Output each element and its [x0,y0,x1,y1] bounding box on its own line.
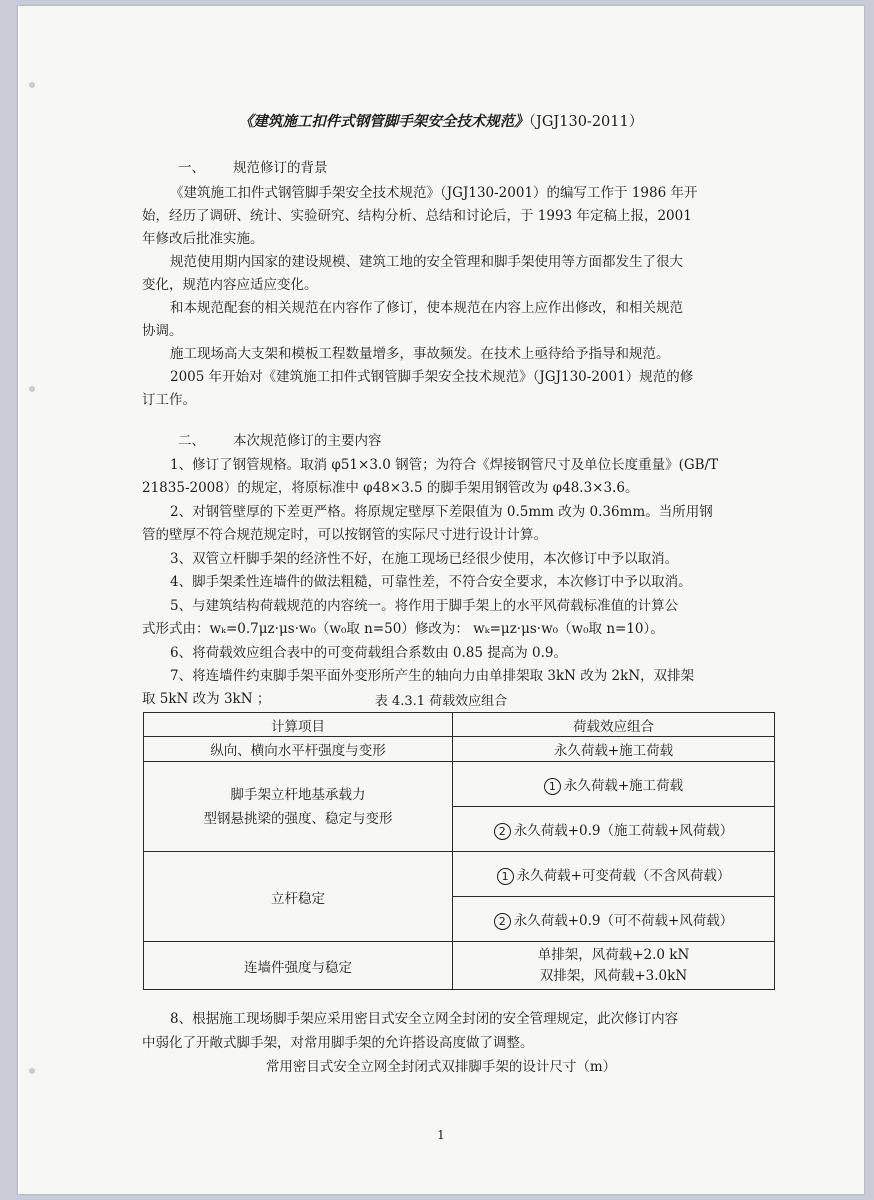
circled-number: 2 [494,913,511,930]
section1-line: 施工现场高大支架和模板工程数量增多，事故频发。在技术上亟待给予指导和规范。 [170,346,670,362]
document-title [18,110,864,131]
table-cell: 立杆稳定 [144,852,453,942]
table-cell-text: 永久荷载+可变荷载（不含风荷载） [516,867,731,884]
table-row [144,942,775,990]
table-header-row [144,713,775,737]
circled-number: 1 [544,778,561,795]
table-cell-text: 永久荷载+施工荷载 [563,777,684,794]
section1-heading [178,158,328,178]
table-cell [453,852,775,897]
section2-line: 4、脚手架柔性连墙件的做法粗糙，可靠性差，不符合安全要求，本次修订中予以取消。 [170,574,692,590]
section2-line: 取 5kN 改为 3kN ； [142,691,271,707]
table-header-cell: 荷载效应组合 [453,713,775,737]
circled-number: 1 [497,868,514,885]
paragraph-line: 8、根据施工现场脚手架应采用密目式安全立网全封闭的安全管理规定，此次修订内容 [170,1011,679,1027]
section1-line: 和本规范配套的相关规范在内容作了修订，使本规范在内容上应作出修改，和相关规范 [170,300,683,316]
section1-line: 协调。 [142,323,183,339]
section2-line: 7、将连墙件约束脚手架平面外变形所产生的轴向力由单排架取 3kN 改为 2kN，双排架 [170,668,695,684]
section2-line: 管的壁厚不符合规范规定时，可以按钢管的实际尺寸进行设计计算。 [142,527,547,543]
table-cell-text: 永久荷载+0.9（施工荷载+风荷载） [513,822,734,839]
table-cell-line: 脚手架立杆地基承载力 [230,786,366,803]
section2-line: 21835-2008）的规定，将原标准中 φ48×3.5 的脚手架用钢管改为 φ48.3×3.6。 [142,480,639,496]
table-caption: 表 4.3.1 荷载效应组合 [374,694,508,709]
table-row [144,737,775,762]
section1-line: 2005 年开始对《建筑施工扣件式钢管脚手架安全技术规范》（JGJ130-2001）规范的修 [170,369,694,385]
table-cell: 连墙件强度与稳定 [144,942,453,990]
title-code: （JGJ130-2011） [528,114,644,130]
section1-line: 《建筑施工扣件式钢管脚手架安全技术规范》（JGJ130-2001）的编写工作于 1986 年开 [170,185,698,201]
table-cell: 永久荷载+施工荷载 [453,737,775,762]
document-page [18,6,864,1194]
section2-line: 5、与建筑结构荷载规范的内容统一。将作用于脚手架上的水平风荷载标准值的计算公 [170,598,679,614]
table-cell: 纵向、横向水平杆强度与变形 [144,737,453,762]
punch-hole [29,82,35,88]
section2-line: 2、对钢管壁厚的下差更严格。将原规定壁厚下差限值为 0.5mm 改为 0.36mm。当所用钢 [170,504,713,520]
section1-heading-num: 一、 [178,160,205,176]
table-cell [453,942,775,990]
table-row [144,852,775,897]
table-cell-text: 永久荷载+0.9（可不荷载+风荷载） [513,912,734,929]
load-combination-table [143,712,775,990]
section2-heading-text: 本次规范修订的主要内容 [233,433,382,449]
section2-line: 6、将荷载效应组合表中的可变荷载组合系数由 0.85 提高为 0.9。 [170,645,567,661]
table-cell-line: 单排架，风荷载+2.0 kN [537,946,690,963]
table-cell [453,762,775,807]
section1-line: 变化，规范内容应适应变化。 [142,277,318,293]
section1-line: 年修改后批准实施。 [142,231,264,247]
section2-line: 3、双管立杆脚手架的经济性不好，在施工现场已经很少使用，本次修订中予以取消。 [170,551,679,567]
table-cell [453,897,775,942]
section2-line: 1、修订了钢管规格。取消 φ51×3.0 钢管；为符合《焊接钢管尺寸及单位长度重量》(GB/T [170,457,719,473]
table-cell-line: 双排架，风荷载+3.0kN [539,967,688,984]
section1-line: 规范使用期内国家的建设规模、建筑工地的安全管理和脚手架使用等方面都发生了很大 [170,254,683,270]
section2-heading-num: 二、 [178,433,205,449]
section1-line: 始，经历了调研、统计、实验研究、结构分析、总结和讨论后，于 1993 年定稿上报，2001 [142,208,692,224]
section1-line: 订工作。 [142,392,196,408]
table-caption: 常用密目式安全立网全封闭式双排脚手架的设计尺寸（m） [265,1059,617,1075]
table-row [144,762,775,807]
page-number: 1 [437,1128,445,1142]
table-cell [144,762,453,852]
table-cell [453,807,775,852]
table-header-cell: 计算项目 [144,713,453,737]
table-cell-line: 型钢悬挑梁的强度、稳定与变形 [203,810,393,827]
title-main: 《建筑施工扣件式钢管脚手架安全技术规范》 [238,113,529,130]
paragraph-line: 中弱化了开敞式脚手架，对常用脚手架的允许搭设高度做了调整。 [142,1035,534,1051]
section2-line: 式形式由：wₖ=0.7μz·μs·w₀（w₀取 n=50）修改为： wₖ=μz·μs·w₀（w₀取 n=10）。 [142,621,664,637]
punch-hole [29,386,35,392]
section2-heading [178,431,382,451]
section1-heading-text: 规范修订的背景 [233,160,328,176]
circled-number: 2 [494,823,511,840]
